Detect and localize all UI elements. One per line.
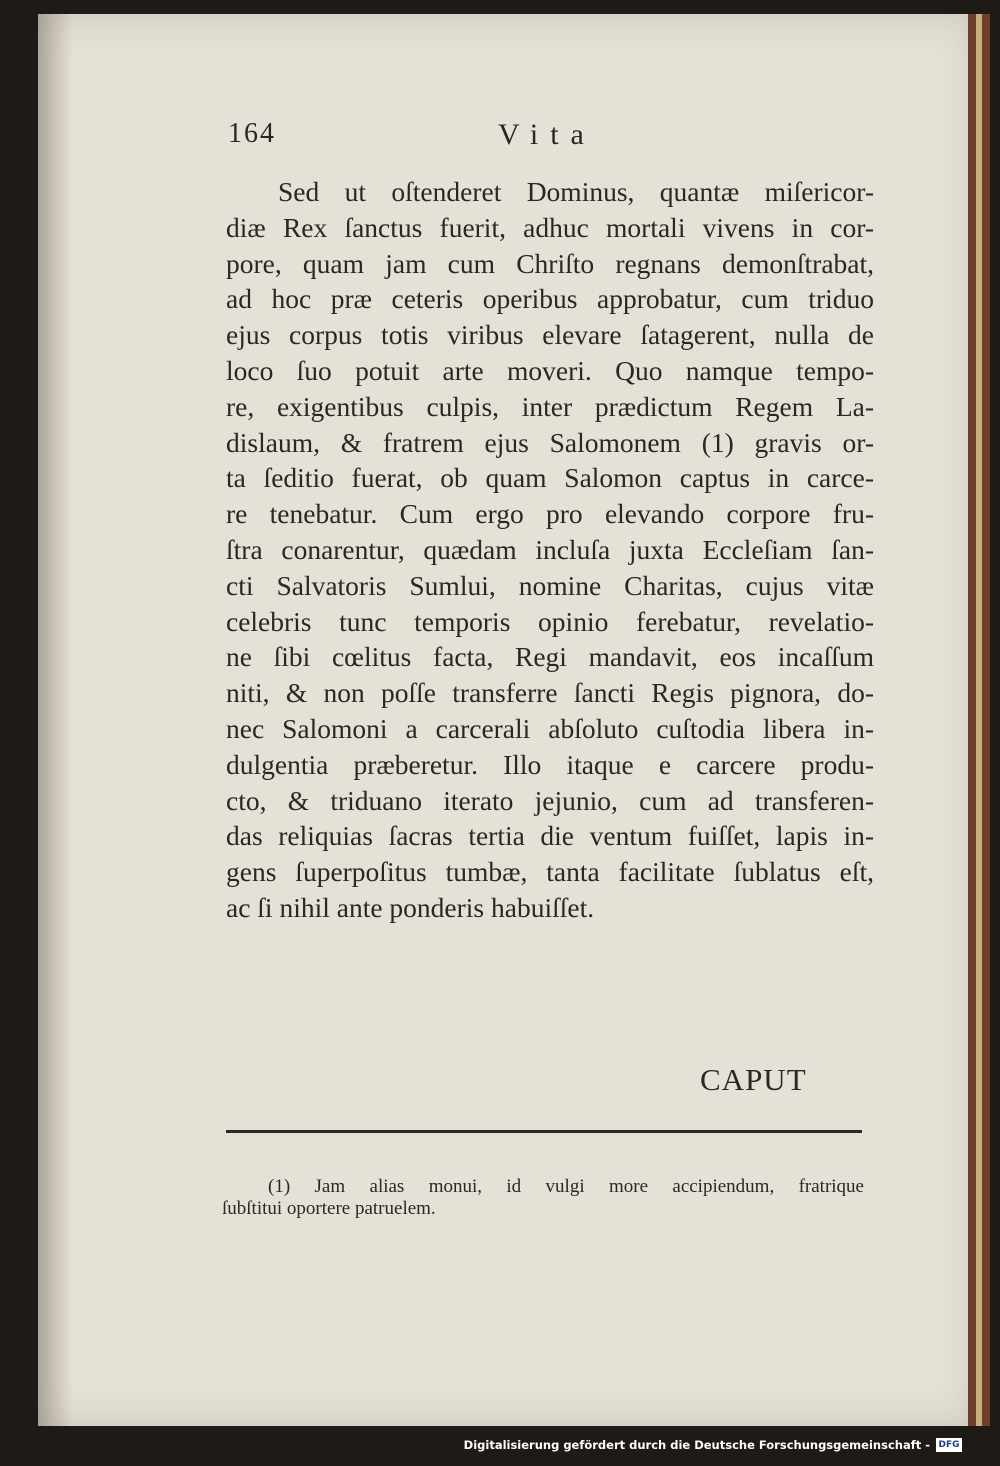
running-head <box>228 118 868 164</box>
body-line: ne ſibi cœlitus facta, Regi mandavit, eos incaſſum <box>226 641 874 673</box>
running-title: Vita <box>498 118 596 151</box>
body-line: nec Salomoni a carcerali abſoluto cuſtodia libera in- <box>226 712 874 744</box>
body-line: ſtra conarentur, quædam incluſa juxta Eccleſiam ſan- <box>226 533 874 565</box>
body-line: diæ Rex ſanctus fuerit, adhuc mortali vivens in cor- <box>226 211 874 243</box>
body-line: celebris tunc temporis opinio ferebatur, revelatio- <box>226 605 874 637</box>
body-line: dislaum, & fratrem ejus Salomonem (1) gravis or- <box>226 426 874 458</box>
footnote-rule <box>226 1130 862 1133</box>
page-number: 164 <box>228 118 276 149</box>
footnote-line: ſubſtitui oportere patruelem. <box>222 1198 436 1219</box>
body-line: dulgentia præberetur. Illo itaque e carcere produ- <box>226 748 874 780</box>
catchword: CAPUT <box>700 1062 807 1097</box>
body-line: re tenebatur. Cum ergo pro elevando corpore fru- <box>226 498 874 530</box>
footnote-line: (1) Jam alias monui, id vulgi more accipiendum, fratrique <box>268 1176 864 1197</box>
body-line: cti Salvatoris Sumlui, nomine Charitas, cujus vitæ <box>226 569 874 601</box>
body-line: ta ſeditio fuerat, ob quam Salomon captus in carce- <box>226 462 874 494</box>
digitization-credit <box>464 1438 962 1452</box>
body-line: ad hoc præ ceteris operibus approbatur, cum triduo <box>226 283 874 315</box>
dfg-logo: DFG <box>936 1438 962 1452</box>
body-line: cto, & triduano iterato jejunio, cum ad transferen- <box>226 784 874 816</box>
page-binding-shadow <box>38 14 72 1426</box>
body-line: re, exigentibus culpis, inter prædictum Regem La- <box>226 390 874 422</box>
body-line: gens ſuperpoſitus tumbæ, tanta facilitate ſublatus eſt, <box>226 856 874 888</box>
body-line: das reliquias ſacras tertia die ventum fuiſſet, lapis in- <box>226 820 874 852</box>
body-line: ac ſi nihil ante ponderis habuiſſet. <box>226 891 595 923</box>
footnote <box>222 1176 864 1220</box>
body-line: loco ſuo potuit arte moveri. Quo namque tempo- <box>226 354 874 386</box>
body-line: Sed ut oſtenderet Dominus, quantæ miſericor- <box>278 176 874 207</box>
body-line: pore, quam jam cum Chriſto regnans demonſtrabat, <box>226 247 874 279</box>
book-edge-stripe <box>976 14 982 1426</box>
body-line: ejus corpus totis viribus elevare ſatagerent, nulla de <box>226 319 874 351</box>
body-line: niti, & non poſſe transferre ſancti Regis pignora, do- <box>226 677 874 709</box>
body-text <box>226 174 874 926</box>
credit-text: Digitalisierung gefördert durch die Deutsche Forschungsgemeinschaft - <box>463 1438 930 1452</box>
